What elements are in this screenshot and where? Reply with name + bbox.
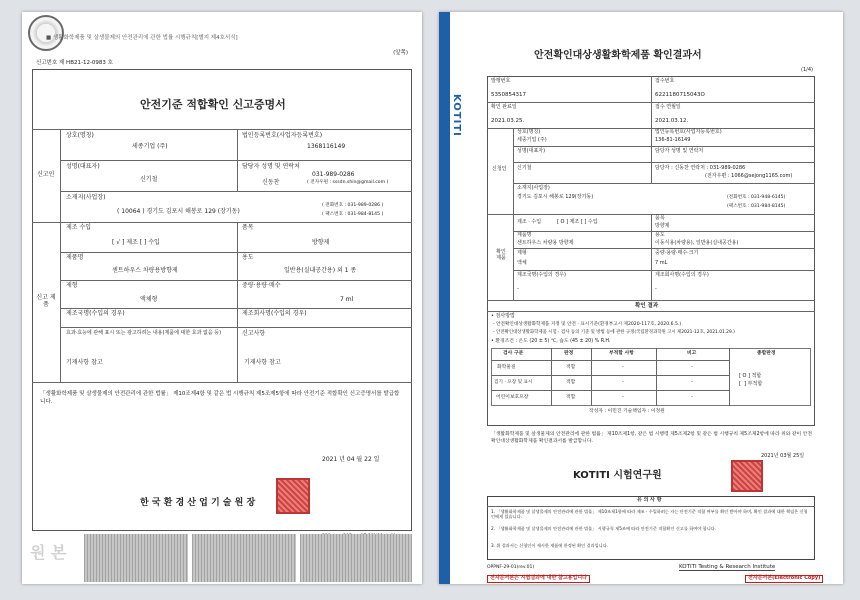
contact-label: 담당자 성명 및 연락처 [655,148,704,154]
row3-remarks: - [691,395,693,400]
brand-stripe [439,12,450,584]
law-text: 「생활화학제품 및 살생물제의 안전관리에 관한 법률」 제10조제4항 및 같은 법 시행규칙 제5조제5항에 따라 안전기준 적합확인 신고증명서를 발급합니다. [40,391,400,406]
th-overall: 종합판정 [757,351,776,356]
contact-email: ( 전자우편 : sssdn.shin@gmail.com ) [307,180,389,185]
address-fax: (팩스번호 : 031-984-8145) [727,204,786,209]
form-label: 제형 [66,282,78,289]
origin-label: 제조국명(수입의 경우) [517,272,566,278]
original-stamp: 원 본 [30,543,67,562]
applicant-label: 신고인 [37,171,55,178]
footer-institute: KOTITI Testing & Research Institute [679,564,776,570]
bizno-value: 1368116149 [307,143,346,150]
th-nonconformity: 부적합 사항 [609,351,634,356]
result-header: 확인 결과 [635,303,659,309]
redacted-barcode-3 [300,534,412,582]
basis-label: • 검사방법 [491,313,515,319]
row1-category: 화학물질 [497,365,516,370]
footer-code: OPPNF-29-01(rev.01) [487,565,535,570]
type-label: 제조 수입 [66,224,92,231]
company-value: 세종기업 (주) [132,143,168,150]
note-2: 2. 「생활화학제품 및 살생물제의 안전관리에 관한 법률」 시행규칙 제5조에 따라 안전기준 적합확인 신고를 하여야 합니다. [491,526,717,531]
footer-right-red-note: 전자문서본(Electronic Copy) [745,575,823,583]
seal-logo [28,15,64,51]
contact-name: 신동찬 [262,179,280,186]
volume-label: 중량·용량·매수 [242,282,281,289]
maker-value: - [655,286,657,292]
applicant-label: 신청인 [492,166,507,172]
form-label: 제형 [517,250,527,256]
note-1: 1. 「생활화학제품 및 살생물제의 안전관리에 관한 법률」 제10조제1항에 따라 제조 · 수입하려는 자는 안전기준 적합 여부를 확인 받아야 하며, 확인 결과에 대한 책임은 신청인에게 있습니다. [491,509,808,520]
address-tel: (전화번호 : 031-948-6145) [727,195,786,200]
redacted-barcode-1 [84,534,188,582]
rep-label: 성명(대표자) [517,148,546,154]
issue-date: 2021 년 04 월 22 일 [322,456,380,463]
side-tagline: Global Business Partner [457,482,462,536]
product-name-value: 센트하우스 차량용 방향제 [517,240,574,246]
form-value: 액체형 [140,296,158,303]
row3-category: 어린이보호포장 [496,395,529,400]
header-note: ■ 생활화학제품 및 살생물제의 안전관리에 관한 법률 시행규칙[별지 제4호서식] [46,35,238,41]
condition-value: 기재사항 참고 [244,359,281,366]
bizno-label: 법인등록번호(사업자등록번호) [655,129,722,135]
tester-line: 작성자 : 이민진 기술책임자 : 이정원 [589,409,665,414]
effect-label: 효과·효능에 관해 표시 또는 광고하려는 내용(제품에 대한 효과 없음 등) [66,330,222,336]
product-block-label: 확인 제품 [496,249,506,261]
rep-value: 신기철 [517,165,532,171]
report-number: 신고번호 제 HB21-12-0983 호 [36,60,113,66]
contact-phone: 031-989-0286 [312,171,355,178]
volume-value: 7 ml [340,296,354,303]
type-value: [ √ ] 제조 [ ] 수입 [112,239,160,246]
issue-no-label: 발행번호 [491,78,511,84]
notes-header: 유 의 사 항 [637,497,662,503]
page-mark: (1/4) [801,67,813,73]
address-fax: ( 팩스번호 : 031-984-8145 ) [322,212,384,217]
company-label: 상호(명칭) [517,129,541,135]
maker-label: 제조회사명(수입의 경우) [655,272,709,278]
receipt-date-label: 접수 연월일 [655,104,681,110]
confirm-date-value: 2021.03.25. [491,118,525,124]
institute-name: KOTITI 시험연구원 [573,470,662,481]
type-label: 제조 · 수입 [517,219,542,225]
receipt-no-value: 6221180715043O [655,92,705,98]
contact-label: 담당자 성명 및 연락처 [242,163,300,170]
address-label: 소재지(사업장) [66,194,106,201]
condition-label: 신고사항 [242,330,266,337]
overall-judgement: [ O ] 적합 [ ] 부적합 [739,373,763,387]
basis-line-2: - 안전확인대상생활화학제품 시험 · 검사 등의 기준 및 방법 등에 관한 규정(국립환경과학원 고시 제2021-12호, 2021.01.29.) [493,330,735,335]
product-name-label: 제품명 [66,254,84,261]
page-mark: (앞쪽) [393,50,408,56]
maker-label: 제조국명(수입의 경우) [66,310,125,317]
redacted-barcode-2 [192,534,296,582]
result-right-document [439,12,843,584]
official-seal-stamp [276,478,310,514]
effect-value: 기재사항 참고 [66,359,103,366]
origin-value: - [517,286,519,292]
volume-label: 중량·용량·매수·크기 [655,250,699,256]
bizno-label: 법인등록번호(사업자등록번호) [242,132,323,139]
form-value: 액체 [517,260,527,266]
address-tel: ( 전화번호 : 031-989-0286 ) [322,203,384,208]
rep-value: 신기철 [140,176,158,183]
environment-line: • 환경조건 : 온도 (20 ± 5) ℃, 습도 (45 ± 20) % R.H. [491,339,611,344]
row2-judgement: 적합 [566,380,576,385]
product-block-label: 신고 제품 [36,294,56,308]
footer-left-red-note: 전자문서본은 시험결과에 대한 참고용입니다 [487,575,590,583]
origin-label: 제조회사명(수입의 경우) [242,310,307,317]
use-label: 용도 [655,232,665,238]
address-value: ( 10064 ) 경기도 김포시 해봉로 129 (장기동) [117,208,240,215]
row1-nonconformity: - [622,365,624,370]
row2-nonconformity: - [622,380,624,385]
row1-remarks: - [691,365,693,370]
note-3: 3. 위 결과서는 신청인이 제시한 제품에 한정된 확인 결과입니다. [491,543,609,548]
product-name-value: 센트하우스 차량용방향제 [112,267,178,274]
row3-nonconformity: - [622,395,624,400]
category-label: 품목 [655,215,665,221]
category-value: 방향제 [312,239,330,246]
law-text: 「생활화학제품 및 살생물제의 안전관리에 관한 법률」 제10조제1항, 같은 법 시행령 제5조제2항 및 같은 법 시행규칙 제5조제2항에 따라 위와 같이 안전확인대상생활화학제품 확인결과서를 발급합니다. [491,432,812,444]
th-judgement: 판정 [564,351,574,356]
contact-email: (전자우편 : 1066@sejong1165.com) [705,173,793,179]
results-table [491,348,811,406]
receipt-no-label: 접수번호 [655,78,675,84]
row2-category: 검기 · 포장 및 표시 [494,380,533,385]
rep-label: 성명(대표자) [66,163,100,170]
address-label: 소재지(사업장) [517,185,550,191]
category-value: 방향제 [655,223,670,229]
th-remarks: 비고 [687,351,697,356]
row1-judgement: 적합 [566,365,576,370]
category-label: 품목 [242,224,254,231]
document-title: 안전기준 적합확인 신고증명서 [140,98,286,111]
confirm-date-label: 확인 완료일 [491,104,517,110]
basis-line-1: - 안전확인대상생활화학제품 지정 및 안전 · 표시기준(환경부고시 제2020-117호, 2020.6.5.) [493,322,682,327]
use-value: 이동식용(차량용), 일반용(실내공간용) [655,240,739,246]
brand-vertical-logo: KOTITI [451,94,462,137]
document-title: 안전확인대상생활화학제품 확인결과서 [534,50,702,61]
issuer-name: 한 국 환 경 산 업 기 술 원 장 [140,498,256,508]
address-value: 경기도 김포시 해봉로 129(장기동) [517,194,594,200]
institute-seal-stamp [731,460,763,492]
company-value: 세종기업 (주) [517,137,547,143]
company-label: 상호(명칭) [66,132,94,139]
contact-value: 담당자 : 신동찬 연락처 : 031-989-0286 [655,165,746,171]
row2-remarks: - [691,380,693,385]
th-category: 검사 구분 [503,351,524,356]
product-name-label: 제품명 [517,232,532,238]
receipt-date-value: 2021.03.12. [655,118,689,124]
issue-date: 2021년 03월 25일 [761,453,805,459]
bizno-value: 136-81-16149 [655,137,691,143]
row3-judgement: 적합 [566,395,576,400]
type-value: [ O ] 제조 [ ] 수입 [557,219,598,225]
use-label: 용도 [242,254,254,261]
use-value: 일반용(실내공간용) 외 1 종 [284,267,357,274]
certificate-left-document [22,12,422,584]
volume-value: 7 mL [655,260,668,266]
issue-no-value: 5350854317 [491,92,526,98]
